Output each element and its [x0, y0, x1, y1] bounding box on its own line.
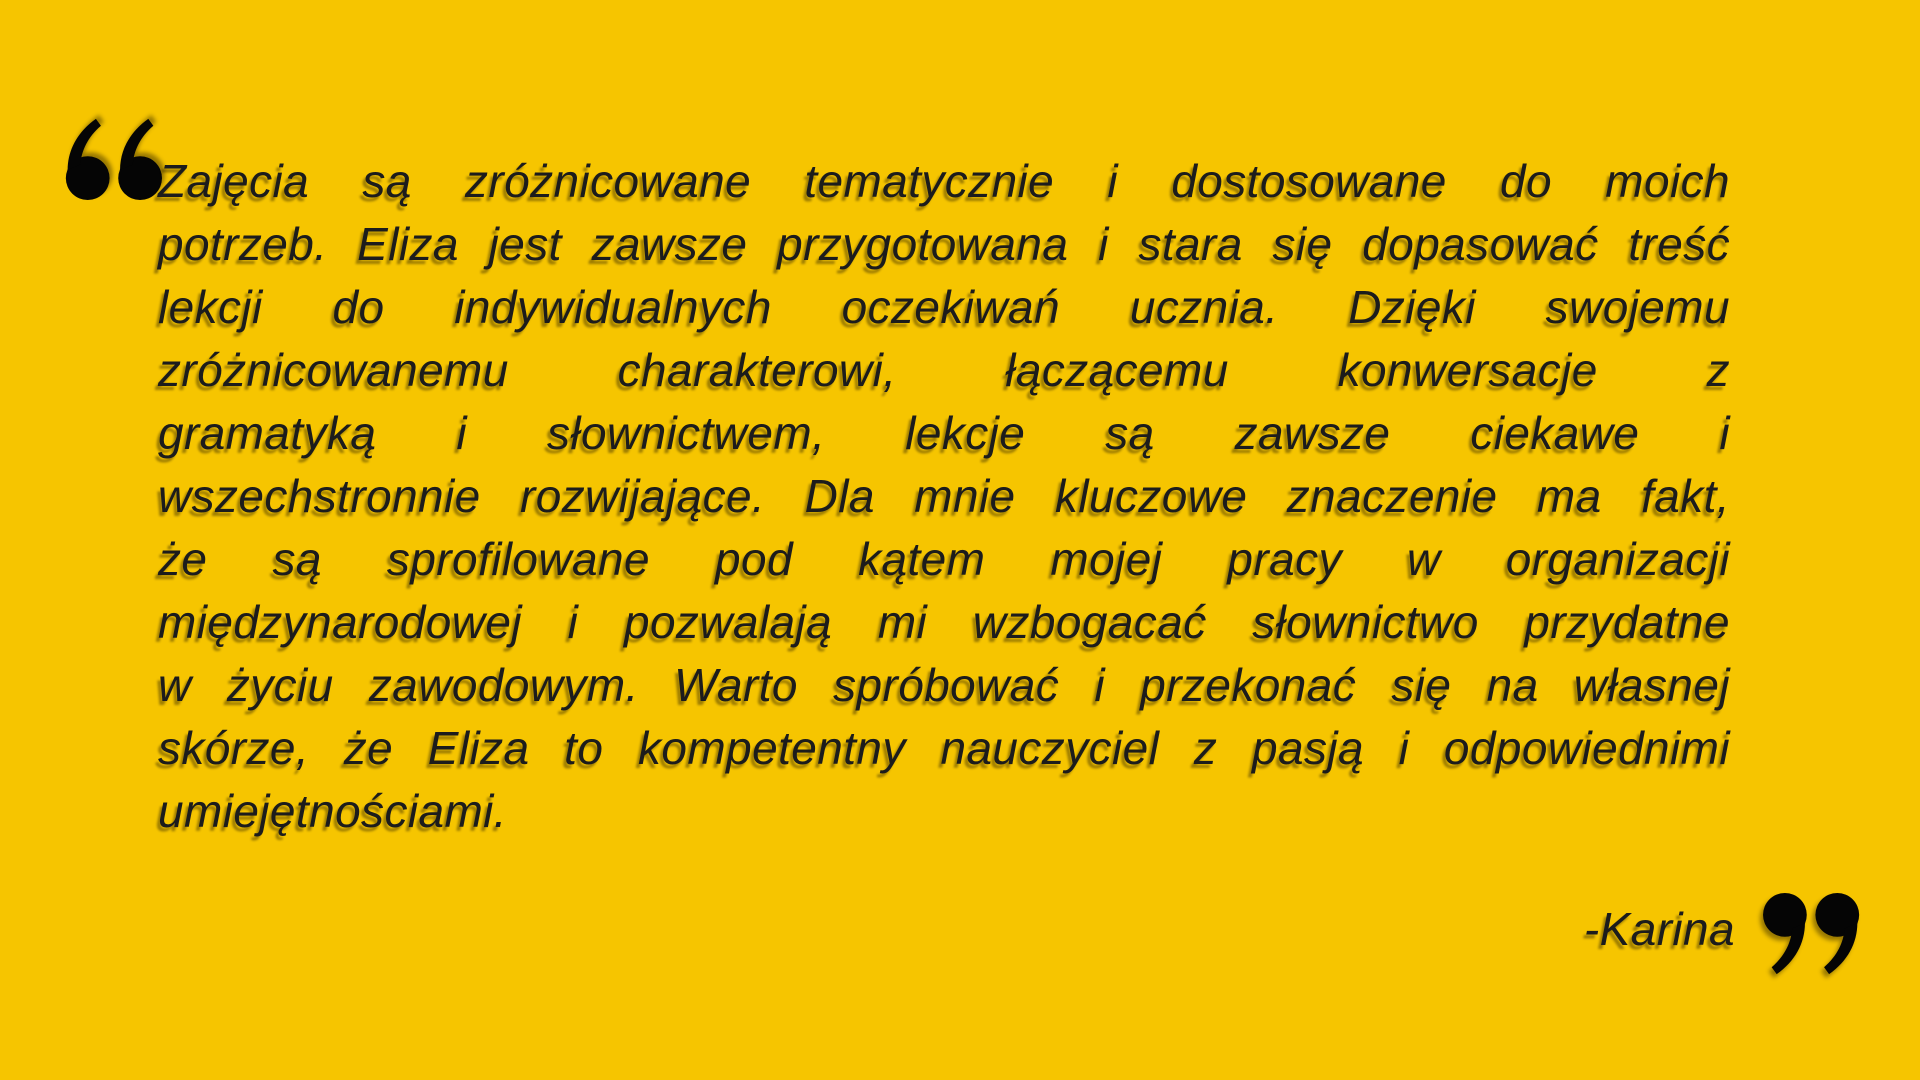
quote-line: wszechstronnie rozwijające. Dla mnie kluczowe znaczenie ma fakt,	[158, 470, 1730, 522]
quote-line: międzynarodowej i pozwalają mi wzbogacać słownictwo przydatne	[158, 596, 1730, 648]
quote-line: że są sprofilowane pod kątem mojej pracy w organizacji	[158, 533, 1730, 585]
close-quote-icon	[1763, 893, 1861, 975]
quote-line: potrzeb. Eliza jest zawsze przygotowana i stara się dopasować treść	[158, 218, 1730, 270]
quote-line: skórze, że Eliza to kompetentny nauczyciel z pasją i odpowiednimi	[158, 722, 1730, 774]
quote-line: gramatyką i słownictwem, lekcje są zawsze ciekawe i	[158, 407, 1730, 459]
quote-line: umiejętnościami.	[158, 785, 507, 837]
quote-line: lekcji do indywidualnych oczekiwań ucznia. Dzięki swojemu	[158, 281, 1730, 333]
attribution: -Karina	[1583, 903, 1735, 955]
open-quote-icon	[64, 118, 162, 200]
quote-line: Zajęcia są zróżnicowane tematycznie i dostosowane do moich	[158, 155, 1730, 207]
quote-text	[158, 150, 1730, 843]
quote-line: w życiu zawodowym. Warto spróbować i przekonać się na własnej	[158, 659, 1730, 711]
quote-line: zróżnicowanemu charakterowi, łączącemu konwersacje z	[158, 344, 1730, 396]
